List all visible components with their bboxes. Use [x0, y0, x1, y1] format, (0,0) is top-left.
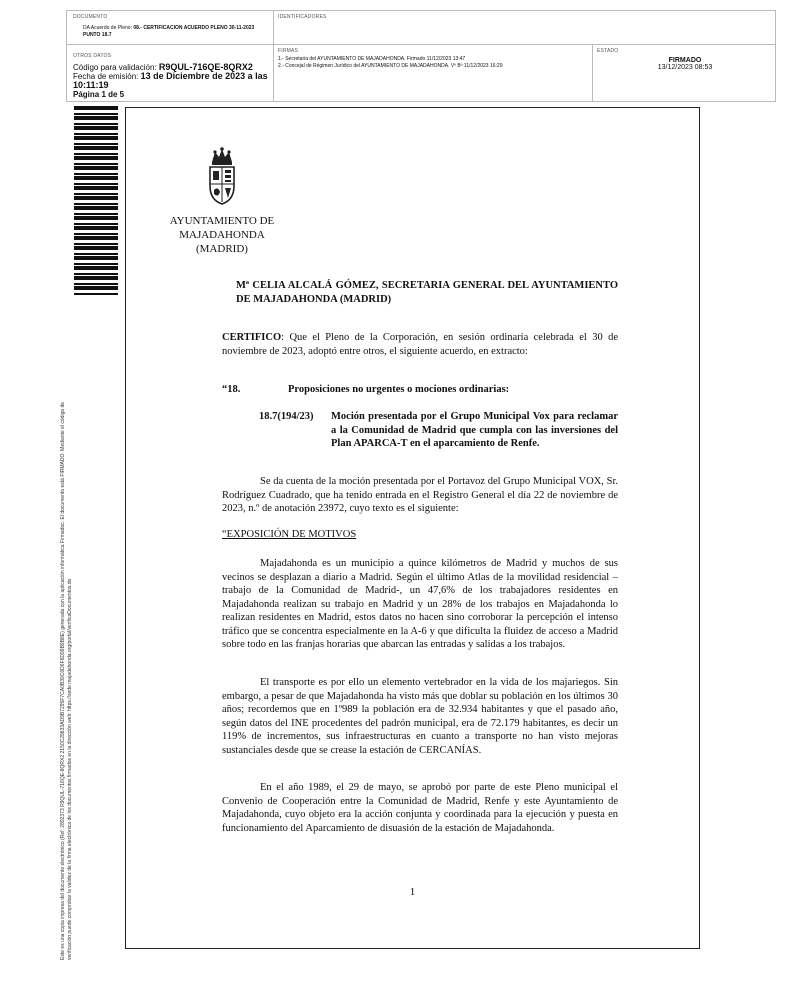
letterhead: [166, 214, 278, 256]
codigo-value: R9QUL-716QE-8QRX2: [158, 62, 253, 72]
firma-2: 2.- Concejal de Régimen Jurídico del AYUNTAMIENTO DE MAJADAHONDA. Vº Bº 11/12/2023 16:29: [278, 63, 503, 69]
divider: [67, 44, 775, 45]
firma-1: 1.- Secretaria del AYUNTAMIENTO DE MAJADAHONDA. Firmado 11/12/2023 13:47: [278, 56, 466, 62]
section-number: “18.: [222, 384, 241, 395]
firmas-label: FIRMAS: [278, 48, 299, 54]
divider: [273, 11, 274, 101]
letterhead-line3: (MADRID): [196, 243, 248, 255]
item-number: 18.7(194/23): [259, 411, 314, 422]
estado-label: ESTADO: [597, 48, 619, 54]
item-title: Moción presentada por el Grupo Municipal Vox para reclamar a la Comunidad de Madrid que cumpla con las inversiones del Plan APARCA-T en el aparcamiento de Renfe.: [331, 411, 618, 449]
identificadores-label: IDENTIFICADORES: [278, 14, 327, 20]
estado-fecha: 13/12/2023 08:53: [657, 64, 713, 71]
secretary-heading: Mª CELIA ALCALÁ GÓMEZ, SECRETARIA GENERAL DEL AYUNTAMIENTO DE MAJADAHONDA (MADRID): [236, 280, 618, 305]
documento-label: DOCUMENTO: [73, 14, 108, 20]
paragraph-1: Majadahonda es un municipio a quince kilómetros de Madrid y muchos de sus vecinos se desplazan a diario a Madrid. Según el último Atlas de la movilidad residencial – trabajo de la Comunidad de Madrid-, un 47,6% de los trabajadores residentes en Majadahonda realizan su trabajo en Madrid y un 28% de los trabajos en Majadahonda lo realizan residentes en Madrid, estos datos no hacen sino corroborar la percepción el intenso tráfico que se concentra especialmente en la A-6 y que dificulta la fluidez de acceso a Madrid sobre todo en las franjas horarias que abarcan las entradas y salidas a los trabajos.: [222, 558, 618, 650]
verification-side-text: [60, 300, 74, 960]
documento-text: [83, 25, 269, 32]
fecha-prefix: Fecha de emisión:: [73, 72, 139, 81]
estado-cell: [597, 48, 773, 71]
pagina-indicator: Página 1 de 5: [73, 90, 125, 99]
document-page: [125, 107, 700, 949]
paragraph-2: El transporte es por ello un elemento vertebrador en la vida de los majariegos. Sin embargo, a pesar de que Majadahonda ha visto más que doblar su población en los últimos 30 años; recordemos que en 1º989 la población era de 32.934 habitantes y que el pasado año, según datos del INE procedentes del padrón municipal, era de 72.179 habitantes, es decir un 119% de incrementos, sus infraestructuras en cuanto a transporte no han visto mejoras sustanciales desde que se crease la estación de CERCANÍAS.: [222, 677, 618, 756]
otros-datos-cell: [73, 53, 271, 99]
documento-line2: PUNTO 18.7: [83, 32, 112, 38]
exposicion-heading: “EXPOSICIÓN DE MOTIVOS: [222, 529, 357, 540]
documento-line1: DA Acuerdo de Pleno:: [83, 25, 132, 31]
intro-paragraph: Se da cuenta de la moción presentada por el Portavoz del Grupo Municipal VOX, Sr. Rodríguez Cuadrado, que ha tenido entrada en el Registro General el día 22 de noviembre de 2023, n.º de anotación 23972, cuyo texto es el siguiente:: [222, 476, 618, 514]
divider: [592, 44, 593, 101]
validation-header: [66, 10, 776, 102]
codigo-prefix: Código para validación:: [73, 63, 157, 72]
page-number: 1: [409, 886, 416, 898]
section-title: Proposiciones no urgentes o mociones ordinarias:: [288, 384, 510, 395]
firmas-cell: [278, 48, 588, 70]
certifico-paragraph: [222, 331, 618, 358]
otros-datos-label: OTROS DATOS: [73, 53, 112, 59]
side-text-line2: verificación puede comprobar la validez de la firma electrónica de los documentos firmados en la dirección web: https://sede.majadahonda.org/portal/verificaDocumentos.do: [67, 578, 73, 960]
certifico-text: : Que el Pleno de la Corporación, en sesión ordinaria celebrada el 30 de noviembre de 2023, adoptó entre otros, el siguiente acuerdo, en extracto:: [222, 332, 618, 357]
coat-of-arms-icon: [206, 146, 238, 206]
estado-value: FIRMADO: [668, 57, 702, 64]
fecha-value: 13 de Diciembre de 2023 a las 10:11:19: [73, 71, 268, 90]
documento-cell: [73, 14, 269, 39]
letterhead-line2: MAJADAHONDA: [179, 229, 265, 241]
identificadores-cell: [278, 14, 327, 20]
letterhead-line1: AYUNTAMIENTO DE: [169, 215, 275, 227]
barcode-icon: [74, 106, 118, 296]
certifico-label: CERTIFICO: [222, 332, 282, 343]
documento-line1-bold: 08.- CERTIFICACION ACUERDO PLENO 30-11-2023: [133, 25, 255, 31]
paragraph-3: En el año 1989, el 29 de mayo, se aprobó por parte de este Pleno municipal el Convenio de Cooperación entre la Comunidad de Madrid, Renfe y este Ayuntamiento de Majadahonda, cuyo objeto era la acción conjunta y coordinada para la ejecución y puesta en funcionamiento del Aparcamiento de disuasión de la estación de Majadahonda.: [222, 782, 618, 834]
fecha-emision: [73, 72, 271, 90]
side-text-line1: Este es una copia impresa del documento electrónico (Ref: 2892373 R9QUL-716QE-8QRX2 2150C29833AD9B7295F7CA0B39C6D6F6D99B9B8E) generada con la aplicación informática Firmadoc. El documento está FIRMADO. Mediante el código de: [60, 401, 66, 960]
